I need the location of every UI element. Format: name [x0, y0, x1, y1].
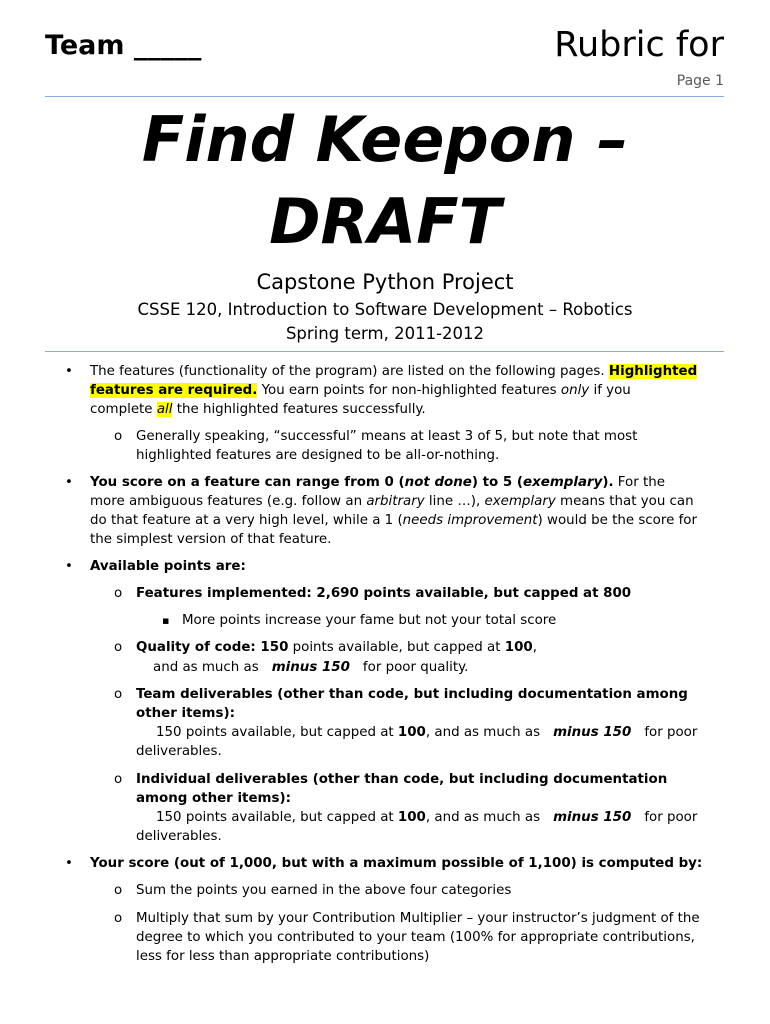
- bullet-1-line-3: complete all the highlighted features successfully.: [90, 402, 426, 417]
- doc-title-line2: DRAFT: [269, 185, 501, 258]
- score-computation-heading: Your score (out of 1,000, but with a maximum possible of 1,100) is computed by:: [90, 856, 703, 871]
- sub-sub-bullet-marker: ▪: [162, 614, 170, 627]
- sub-bullet-marker: o: [114, 687, 123, 702]
- team-deliverables-line-3: 150 points available, but capped at 100, and as much as minus 150 for poor: [156, 725, 698, 740]
- bullet-1-sub-line-1: Generally speaking, “successful” means at least 3 of 5, but note that most: [136, 429, 638, 444]
- individual-deliverables-line-4: deliverables.: [136, 829, 222, 844]
- bullet-2-line-2: more ambiguous features (e.g. follow an arbitrary line …), exemplary means that you can: [90, 494, 694, 509]
- rubric-header: Rubric for: [554, 25, 724, 65]
- sub-bullet-marker: o: [114, 883, 123, 898]
- score-step-2-line-1: Multiply that sum by your Contribution Multiplier – your instructor’s judgment of the: [136, 911, 700, 926]
- doc-subtitle: Capstone Python Project: [256, 270, 514, 294]
- score-step-1: Sum the points you earned in the above four categories: [136, 883, 512, 898]
- doc-title-line1: Find Keepon –: [141, 103, 629, 176]
- term: Spring term, 2011-2012: [285, 324, 485, 343]
- bullet-1-sub-line-2: highlighted features are designed to be all-or-nothing.: [136, 448, 500, 463]
- bullet-marker: •: [65, 475, 73, 490]
- bullet-2-line-3: do that feature at a very high level, while a 1 (needs improvement) would be the score for: [90, 513, 697, 528]
- bullet-marker: •: [65, 559, 73, 574]
- team-label: Team _____: [45, 30, 202, 61]
- sub-bullet-marker: o: [114, 911, 123, 926]
- bullet-marker: •: [65, 856, 73, 871]
- team-deliverables-line-1: Team deliverables (other than code, but including documentation among: [136, 687, 688, 702]
- quality-of-code-line-2: and as much as minus 150 for poor quality.: [153, 660, 469, 675]
- course-name: CSSE 120, Introduction to Software Development – Robotics: [137, 300, 633, 319]
- sub-bullet-marker: o: [114, 640, 123, 655]
- team-deliverables-line-2: other items):: [136, 706, 235, 721]
- team-deliverables-line-4: deliverables.: [136, 744, 222, 759]
- document-body: [45, 0, 735, 1024]
- individual-deliverables-line-3: 150 points available, but capped at 100, and as much as minus 150 for poor: [156, 810, 698, 825]
- individual-deliverables-line-1: Individual deliverables (other than code, but including documentation: [136, 772, 668, 787]
- bullet-1-line-1: The features (functionality of the program) are listed on the following pages. Highlighted: [90, 364, 698, 379]
- bullet-2-line-4: the simplest version of that feature.: [90, 532, 332, 547]
- features-note: More points increase your fame but not your total score: [182, 613, 557, 628]
- bullet-1-line-2: features are required. You earn points for non-highlighted features only if you: [90, 383, 631, 398]
- quality-of-code-line-1: Quality of code: 150 points available, but capped at 100,: [136, 640, 537, 655]
- page-number: Page 1: [676, 73, 724, 89]
- bullet-2-line-1: You score on a feature can range from 0 (not done) to 5 (exemplary). For the: [90, 475, 665, 490]
- sub-bullet-marker: o: [114, 429, 123, 444]
- score-step-2-line-3: less for less than appropriate contributions): [136, 949, 430, 964]
- required-highlight: Highlighted: [608, 364, 698, 379]
- sub-bullet-marker: o: [114, 586, 123, 601]
- score-step-2-line-2: degree to which you contributed to your team (100% for appropriate contributions,: [136, 930, 695, 945]
- features-implemented: Features implemented: 2,690 points available, but capped at 800: [136, 586, 632, 601]
- individual-deliverables-line-2: among other items):: [136, 791, 291, 806]
- available-points-heading: Available points are:: [90, 559, 246, 574]
- bullet-marker: •: [65, 364, 73, 379]
- sub-bullet-marker: o: [114, 772, 123, 787]
